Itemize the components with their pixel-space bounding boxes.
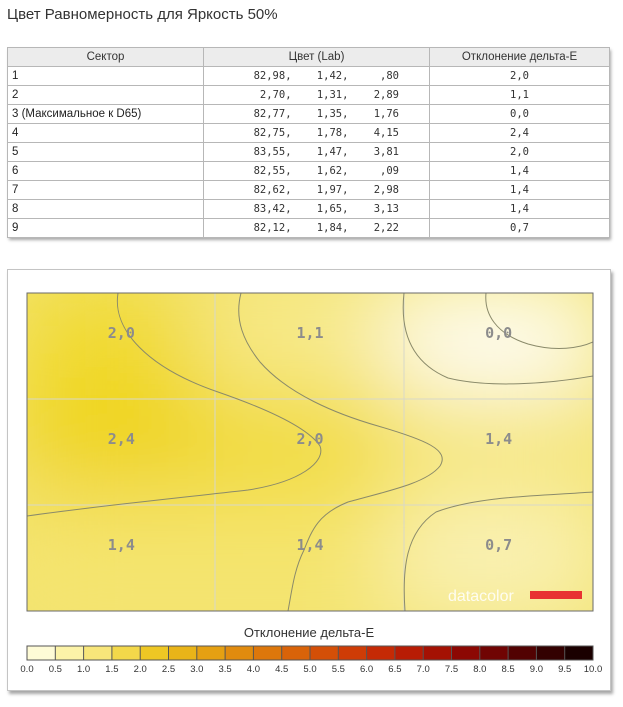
cell-value-label: 2,0 [107,324,135,342]
column-header-sector: Сектор [8,48,204,67]
colorbar-title: Отклонение дельта-E [243,625,375,640]
colorbar-tick-label: 8.5 [501,664,515,675]
uniformity-heatmap [8,270,610,690]
colorbar-tick-label: 2.5 [161,664,176,675]
table-row [8,67,610,86]
colorbar-segment [169,646,198,660]
colorbar-tick-label: 2.0 [133,664,147,675]
uniformity-table [7,47,610,238]
colorbar-segment [508,646,537,660]
colorbar-segment [536,646,565,660]
colorbar-tick-label: 6.0 [359,664,374,675]
colorbar-segment [84,646,113,660]
colorbar-tick-label: 4.0 [246,664,261,675]
sector-cell: 4 [8,124,204,143]
delta-e-cell: 1,1 [430,86,610,105]
colorbar-tick-label: 7.5 [444,664,459,675]
delta-e-cell: 1,4 [430,162,610,181]
colorbar-tick-label: 10.0 [583,664,603,675]
colorbar-segment [197,646,226,660]
colorbar-segment [112,646,141,660]
colorbar-segment [282,646,311,660]
uniformity-chart-frame [7,269,611,691]
page-title: Цвет Равномерность для Яркость 50% [7,6,278,23]
lab-cell: 82,55, 1,62, ,09 [204,162,430,181]
sector-cell: 1 [8,67,204,86]
table-row [8,105,610,124]
colorbar-segment [310,646,339,660]
lab-cell: 83,42, 1,65, 3,13 [204,200,430,219]
colorbar-segment [367,646,396,660]
colorbar-segment [423,646,452,660]
table-row [8,200,610,219]
delta-e-cell: 0,0 [430,105,610,124]
colorbar-tick-label: 6.5 [388,664,402,675]
delta-e-cell: 1,4 [430,181,610,200]
sector-cell: 3 (Максимальное к D65) [8,105,204,124]
cell-value-label: 2,0 [296,430,324,448]
colorbar-segment [140,646,169,660]
table-row [8,86,610,105]
colorbar-tick-label: 9.5 [558,664,572,675]
column-header-lab: Цвет (Lab) [204,48,430,67]
delta-e-cell: 2,0 [430,67,610,86]
colorbar-tick-label: 4.5 [275,664,289,675]
cell-value-label: 1,4 [107,536,135,554]
colorbar-segment [253,646,282,660]
cell-value-label: 0,0 [485,324,513,342]
lab-cell: 82,62, 1,97, 2,98 [204,181,430,200]
table-row [8,181,610,200]
lab-cell: 82,12, 1,84, 2,22 [204,219,430,238]
cell-value-label: 1,4 [485,430,513,448]
colorbar-tick-label: 1.5 [105,664,119,675]
lab-cell: 82,75, 1,78, 4,15 [204,124,430,143]
colorbar-tick-label: 3.5 [218,664,232,675]
delta-e-cell: 1,4 [430,200,610,219]
sector-cell: 6 [8,162,204,181]
uniformity-table-wrap [7,47,609,237]
colorbar-segment [395,646,424,660]
datacolor-watermark: datacolor [448,588,514,605]
colorbar-segment [480,646,509,660]
colorbar-segment [338,646,367,660]
colorbar-tick-label: 5.0 [303,664,317,675]
table-row [8,219,610,238]
cell-value-label: 1,4 [296,536,324,554]
colorbar-segment [225,646,254,660]
lab-cell: 82,98, 1,42, ,80 [204,67,430,86]
lab-cell: 82,77, 1,35, 1,76 [204,105,430,124]
cell-value-label: 1,1 [296,324,324,342]
colorbar-tick-label: 3.0 [190,664,204,675]
heat-cell [206,495,415,621]
colorbar-segment [27,646,56,660]
table-header-row [8,48,610,67]
sector-cell: 2 [8,86,204,105]
delta-e-cell: 2,4 [430,124,610,143]
delta-e-cell: 2,0 [430,143,610,162]
table-row [8,143,610,162]
table-row [8,162,610,181]
colorbar-segment [55,646,84,660]
sector-cell: 8 [8,200,204,219]
colorbar-tick-label: 5.5 [331,664,345,675]
colorbar-tick-label: 9.0 [529,664,544,675]
sector-cell: 9 [8,219,204,238]
colorbar-tick-label: 7.0 [416,664,430,675]
colorbar-segment [452,646,481,660]
colorbar-segment [565,646,594,660]
delta-e-cell: 0,7 [430,219,610,238]
colorbar-tick-label: 8.0 [473,664,487,675]
lab-cell: 83,55, 1,47, 3,81 [204,143,430,162]
colorbar-tick-label: 1.0 [76,664,91,675]
watermark-red-bar [530,591,582,599]
cell-value-label: 2,4 [107,430,135,448]
sector-cell: 5 [8,143,204,162]
sector-cell: 7 [8,181,204,200]
table-row [8,124,610,143]
column-header-delta-e: Отклонение дельта-E [430,48,610,67]
heat-cell [17,495,226,621]
colorbar-tick-label: 0.0 [20,664,34,675]
lab-cell: 2,70, 1,31, 2,89 [204,86,430,105]
cell-value-label: 0,7 [485,536,513,554]
colorbar-tick-label: 0.5 [48,664,62,675]
